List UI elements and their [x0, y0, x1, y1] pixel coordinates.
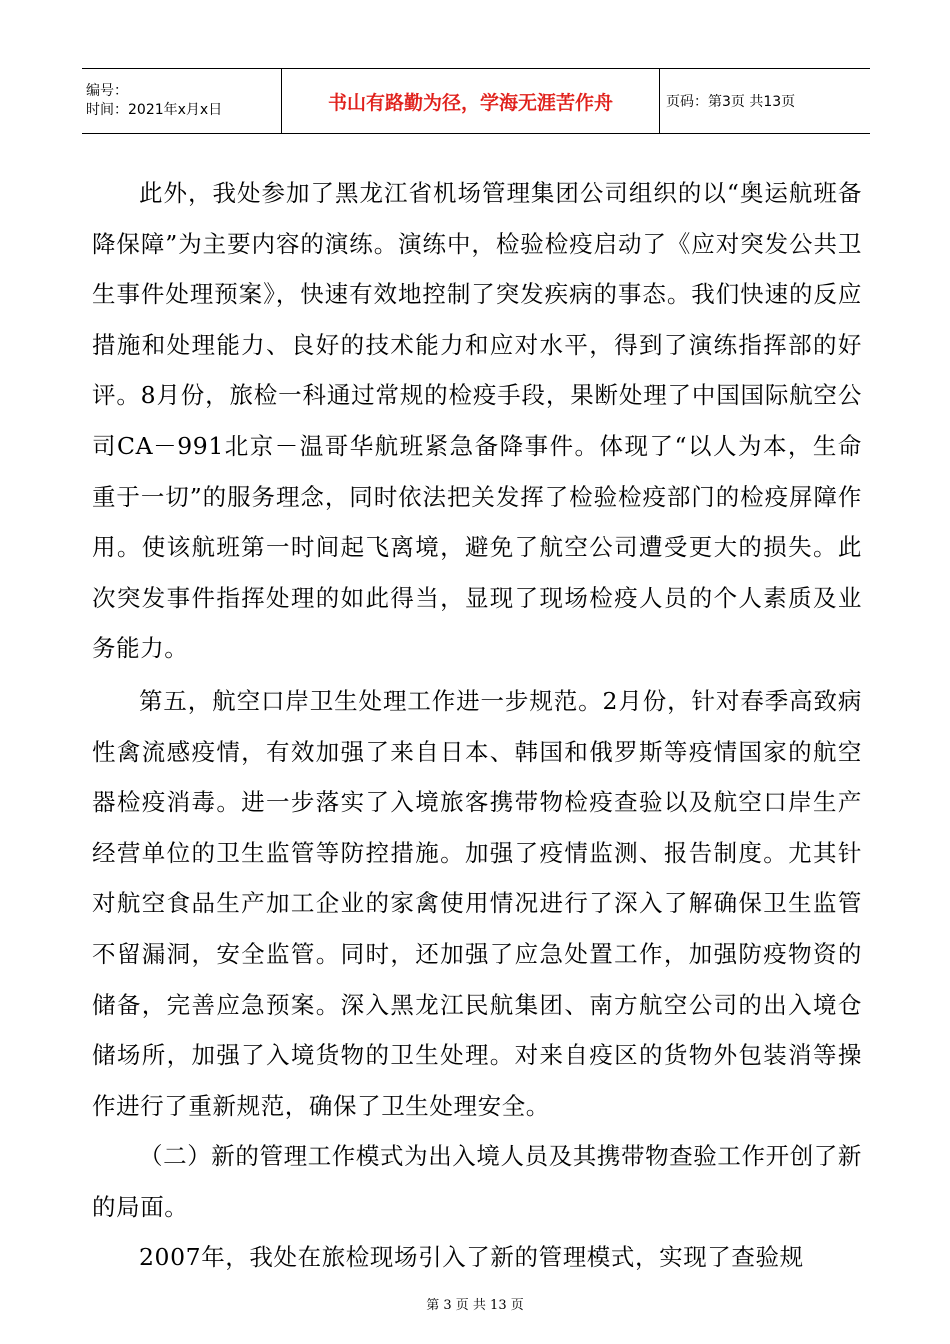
page-footer: 第 3 页 共 13 页: [426, 1298, 524, 1313]
paragraph: 第五，航空口岸卫生处理工作进一步规范。2月份，针对春季高致病性禽流感疫情，有效加强了来自日本、韩国和俄罗斯等疫情国家的航空器检疫消毒。进一步落实了入境旅客携带物检疫查验以及航空口岸生产经营单位的卫生监管等防控措施。加强了疫情监测、报告制度。尤其针对航空食品生产加工企业的家禽使用情况进行了深入了解确保卫生监管不留漏洞，安全监管。同时，还加强了应急处置工作，加强防疫物资的储备，完善应急预案。深入黑龙江民航集团、南方航空公司的出入境仓储场所，加强了入境货物的卫生处理。对来自疫区的货物外包装消等操作进行了重新规范，确保了卫生处理安全。: [92, 686, 862, 1120]
page-header: [82, 68, 870, 134]
header-motto: 书山有路勤为径，学海无涯苦作舟: [282, 69, 660, 133]
document-number-label: 编号：: [86, 83, 128, 99]
header-meta: [82, 69, 282, 133]
paragraph: （二）新的管理工作模式为出入境人员及其携带物查验工作开创了新的局面。: [92, 1142, 862, 1221]
paragraph: 2007年，我处在旅检现场引入了新的管理模式，实现了查验规: [139, 1243, 804, 1272]
header-page-info: 页码：第3页 共13页: [666, 94, 796, 110]
document-time-label: 时间：2021年x月x日: [86, 102, 223, 118]
document-body: [92, 168, 862, 1283]
paragraph: 此外，我处参加了黑龙江省机场管理集团公司组织的以“奥运航班备降保障”为主要内容的演练。演练中，检验检疫启动了《应对突发公共卫生事件处理预案》，快速有效地控制了突发疾病的事态。我们快速的反应措施和处理能力、良好的技术能力和应对水平，得到了演练指挥部的好评。8月份，旅检一科通过常规的检疫手段，果断处理了中国国际航空公司CA－991北京－温哥华航班紧急备降事件。体现了“以人为本，生命重于一切”的服务理念，同时依法把关发挥了检验检疫部门的检疫屏障作用。使该航班第一时间起飞离境，避免了航空公司遭受更大的损失。此次突发事件指挥处理的如此得当，显现了现场检疫人员的个人素质及业务能力。: [92, 179, 862, 663]
